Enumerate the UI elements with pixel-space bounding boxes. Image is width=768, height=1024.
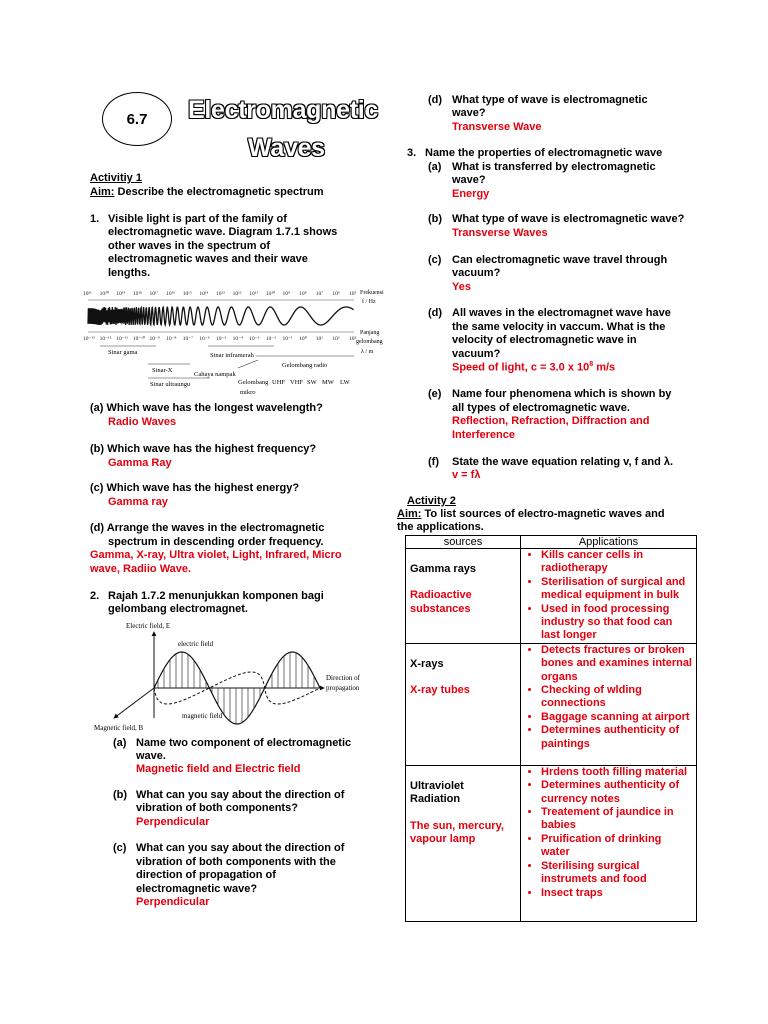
source-name-text: Ultraviolet Radiation (410, 779, 464, 806)
region-visible: Cahaya nampak (194, 371, 236, 378)
spectrum-wave (88, 307, 354, 325)
applications-cell (521, 643, 697, 765)
wavelength-tick-label: 10⁻¹² (99, 336, 112, 342)
q3e-answer-line1: Reflection, Refraction, Diffraction and (452, 415, 650, 427)
wavelength-tick-label: 10² (332, 336, 340, 342)
q3e-label: (e) (428, 388, 442, 400)
q2c-q3: direction of propagation of (136, 869, 276, 881)
q1d-answer-line1: Gamma, X-ray, Ultra violet, Light, Infrared, Micro (90, 549, 342, 561)
freq-tick-label: 10¹⁸ (132, 291, 142, 297)
q2c-label: (c) (113, 842, 127, 854)
freq-tick-label: 10¹¹ (249, 291, 259, 297)
section-badge (102, 92, 172, 146)
wavelength-tick-label: 10⁻³ (249, 336, 260, 342)
q1b-question: (b) Which wave has the highest frequency? (90, 443, 317, 455)
rd-label: (d) (428, 94, 443, 106)
q3d-label: (d) (428, 307, 443, 319)
q3b-label: (b) (428, 213, 443, 225)
source-cell (406, 643, 521, 765)
source-origin (410, 820, 516, 847)
em-spectrum-diagram (78, 284, 384, 400)
table-row (406, 643, 697, 765)
region-lw: LW (340, 379, 350, 386)
propagation-label: Direction of (326, 674, 361, 682)
list-item: • Determines authenticity of currency notes (541, 779, 692, 806)
applications-cell (521, 549, 697, 644)
list-item: • Pruification of drinking water (541, 833, 692, 860)
col-header-applications: Applications (521, 536, 697, 549)
list-item: • Checking of wlding connections (541, 684, 692, 711)
list-item: • Sterilising surgical instrumets and food (541, 860, 692, 887)
aim-text: Describe the electromagnetic spectrum (114, 186, 324, 198)
region-mw: MW (322, 379, 334, 386)
q1-line: lengths. (108, 266, 151, 279)
magnetic-field-axis-label: Magnetic field, B (94, 724, 144, 732)
region-uv: Sinar ultraungu (150, 381, 191, 388)
activity2-aim-line2: the applications. (397, 521, 484, 533)
sources-applications-table (405, 535, 697, 922)
col-header-sources: sources (406, 536, 521, 549)
q1d-question-line1: (d) Arrange the waves in the electromagnetic (90, 522, 325, 534)
wl-axis-label: Panjang (360, 330, 380, 336)
q3d-q2: the same velocity in vaccum. What is the (452, 321, 666, 333)
wavelength-tick-label: 10⁻¹¹ (116, 336, 128, 342)
wavelength-tick-label: 10⁻¹⁰ (132, 336, 146, 342)
source-name: X-rays (410, 657, 444, 670)
q3d-answer-unit: m/s (593, 361, 616, 374)
q3e-q1: Name four phenomena which is shown by (452, 388, 672, 400)
q3b-answer: Transverse Waves (452, 227, 548, 239)
freq-tick-label: 10²¹ (83, 291, 92, 297)
rd-q2: wave? (452, 107, 486, 119)
wavelength-tick-label: 10⁻¹³ (83, 336, 95, 342)
wavelength-tick-label: 10⁻² (265, 336, 276, 342)
q3a-answer: Energy (452, 188, 490, 200)
q2a-q1: Name two component of electromagnetic (136, 737, 352, 749)
freq-tick-label: 10²⁰ (99, 291, 109, 297)
q1b-answer: Gamma Ray (108, 457, 172, 469)
source-cell (406, 549, 521, 644)
q2a-q2: wave. (136, 750, 166, 762)
table-row (406, 549, 697, 644)
wavelength-tick-label: 10⁻⁷ (182, 336, 194, 342)
table-row (406, 765, 697, 921)
q3e-q2: all types of electromagnetic wave. (452, 402, 630, 414)
q2b-answer: Perpendicular (136, 816, 210, 828)
rd-answer: Transverse Wave (452, 121, 542, 133)
q2c-answer: Perpendicular (136, 896, 210, 908)
source-name: Gamma rays (410, 563, 477, 575)
activity2-aim (397, 508, 665, 520)
section-number: 6.7 (126, 110, 148, 128)
electric-field-axis-label: Electric field, E (126, 622, 171, 630)
activity1-heading: Activitiy 1 (90, 172, 142, 184)
q1-text (108, 213, 378, 280)
wavelength-tick-label: 10⁻⁴ (232, 336, 243, 342)
source-origin (410, 589, 516, 616)
page-title-line1: Electromagnetic (188, 96, 379, 124)
freq-tick-label: 10¹⁹ (116, 291, 126, 297)
q3f-label: (f) (428, 456, 439, 468)
q3d-answer-main: Speed of light, c = 3.0 x 10 (452, 361, 590, 374)
region-xray: Sinar-X (152, 367, 173, 374)
origin-line: vapour lamp (410, 833, 476, 846)
freq-tick-label: 10¹² (232, 291, 242, 297)
list-item: • Determines authenticity of paintings (541, 724, 692, 751)
q1a-question: (a) Which wave has the longest wavelength? (90, 402, 323, 414)
magnetic-field-label: magnetic field (182, 712, 223, 720)
q3a-q1: What is transferred by electromagnetic (452, 161, 656, 173)
wavelength-tick-label: 10⁻⁹ (149, 336, 160, 342)
rd-q1: What type of wave is electromagnetic (452, 94, 648, 106)
region-uhf: UHF (272, 379, 286, 386)
q3-title: Name the properties of electromagnetic wave (425, 147, 663, 159)
list-item: • Detects fractures or broken bones and examines internal organs (541, 644, 692, 684)
applications-cell (521, 765, 697, 921)
list-item: • Insect traps (541, 887, 692, 900)
origin-line: Radioactive (410, 589, 472, 602)
q3d-answer (452, 361, 615, 374)
activity1-aim (90, 186, 324, 198)
q3c-answer: Yes (452, 281, 471, 293)
freq-tick-label: 10¹⁵ (182, 291, 192, 297)
freq-tick-label: 10⁸ (299, 291, 307, 297)
source-cell (406, 765, 521, 921)
freq-tick-label: 10⁶ (332, 291, 340, 297)
q3a-q2: wave? (452, 174, 486, 186)
q3d-q3: velocity of electromagnetic wave in (452, 334, 637, 346)
q2c-q4: electromagnetic wave? (136, 883, 258, 895)
q3b-q1: What type of wave is electromagnetic wave? (452, 213, 685, 225)
q2a-answer: Magnetic field and Electric field (136, 763, 301, 775)
wavelength-tick-label: 10⁻⁶ (199, 336, 210, 342)
origin-line: X-ray tubes (410, 684, 470, 697)
propagation-label2: propagation (326, 684, 360, 692)
q1d-answer-line2: wave, Radiio Wave. (90, 563, 192, 575)
region-microwave2: mikro (240, 389, 256, 396)
q1a-answer: Radio Waves (108, 416, 177, 428)
freq-tick-label: 10¹⁰ (265, 291, 276, 297)
wavelength-tick-label: 10⁻⁵ (216, 336, 227, 342)
q1d-question-line2: spectrum in descending order frequency. (108, 536, 324, 548)
q1-line: electromagnetic wave. Diagram 1.7.1 shows (108, 226, 338, 239)
freq-tick-label: 10¹⁶ (166, 291, 176, 297)
q1-line: Visible light is part of the family of (108, 213, 287, 225)
list-item: • Baggage scanning at airport (541, 711, 692, 724)
q2-number: 2. (90, 590, 100, 602)
aim-label: Aim: (90, 186, 115, 198)
wl-axis-unit: λ / m (361, 349, 374, 355)
page-title-line2: Waves (248, 134, 325, 162)
region-radio: Gelombang radio (282, 362, 328, 369)
source-origin (410, 684, 516, 697)
q2c-q2: vibration of both components with the (136, 856, 336, 868)
q1-line: other waves in the spectrum of (108, 239, 270, 252)
freq-axis-unit: f / Hz (362, 299, 376, 305)
q2c-q1: What can you say about the direction of (136, 842, 345, 854)
q3-number: 3. (407, 147, 417, 159)
wavelength-tick-label: 10¹ (315, 336, 323, 342)
list-item: • Used in food processing industry so that food can last longer (541, 603, 692, 643)
q1c-question: (c) Which wave has the highest energy? (90, 482, 300, 494)
q1-line: electromagnetic waves and their wave (108, 253, 308, 266)
wavelength-tick-label: 10⁰ (299, 336, 307, 342)
q3f-q1: State the wave equation relating v, f and λ. (452, 456, 674, 468)
source-name (410, 780, 516, 807)
freq-tick-label: 10⁵ (349, 291, 357, 297)
table-header-row (406, 536, 697, 549)
electric-field-label: electric field (178, 640, 214, 648)
list-item: • Kills cancer cells in radiotherapy (541, 549, 692, 576)
region-gamma: Sinar gama (108, 349, 138, 356)
q2a-label: (a) (113, 737, 127, 749)
q1-number: 1. (90, 213, 100, 225)
wavelength-tick-label: 10⁻⁸ (166, 336, 177, 342)
q3d-answer-exponent: 8 (589, 361, 594, 368)
region-microwave: Gelombang (238, 379, 269, 386)
q3c-label: (c) (428, 254, 442, 266)
q3c-q1: Can electromagnetic wave travel through (452, 254, 668, 266)
region-vhf: VHF (290, 379, 304, 386)
freq-axis-label: Frekuensi (360, 290, 384, 296)
q2b-label: (b) (113, 789, 128, 801)
aim-text: To list sources of electro-magnetic waves and (421, 508, 665, 520)
list-item: • Hrdens tooth filling material (541, 766, 692, 779)
q2b-q2: vibration of both components? (136, 802, 298, 814)
q3a-label: (a) (428, 161, 442, 173)
q2-line1: Rajah 1.7.2 menunjukkan komponen bagi (108, 590, 324, 602)
q1c-answer: Gamma ray (108, 496, 168, 508)
region-infrared: Sinar inframerah (210, 352, 254, 359)
freq-tick-label: 10¹⁴ (199, 291, 209, 297)
q2-line2: gelombang electromagnet. (108, 603, 248, 615)
aim-label: Aim: (397, 508, 422, 520)
q3f-answer: v = fλ (452, 469, 481, 481)
region-sw: SW (307, 379, 317, 386)
q2b-q1: What can you say about the direction of (136, 789, 345, 801)
wavelength-tick-label: 10⁻¹ (282, 336, 293, 342)
wavelength-tick-label: 10³ (349, 336, 357, 342)
freq-tick-label: 10⁹ (282, 291, 290, 297)
q3c-q2: vacuum? (452, 267, 501, 279)
wl-axis-label2: gelombang (356, 339, 383, 345)
activity2-heading: Activity 2 (407, 495, 456, 507)
origin-line: substances (410, 602, 471, 615)
freq-tick-label: 10¹³ (216, 291, 225, 297)
origin-line: The sun, mercury, (410, 819, 504, 832)
q3d-q1: All waves in the electromagnet wave have (452, 307, 671, 319)
q3d-q4: vacuum? (452, 348, 501, 360)
list-item: • Sterilisation of surgical and medical equipment in bulk (541, 576, 692, 603)
freq-tick-label: 10¹⁷ (149, 291, 159, 297)
list-item: • Treatement of jaundice in babies (541, 806, 692, 833)
q3e-answer-line2: Interference (452, 429, 515, 441)
em-wave-diagram (92, 618, 372, 732)
freq-tick-label: 10⁷ (315, 291, 324, 297)
